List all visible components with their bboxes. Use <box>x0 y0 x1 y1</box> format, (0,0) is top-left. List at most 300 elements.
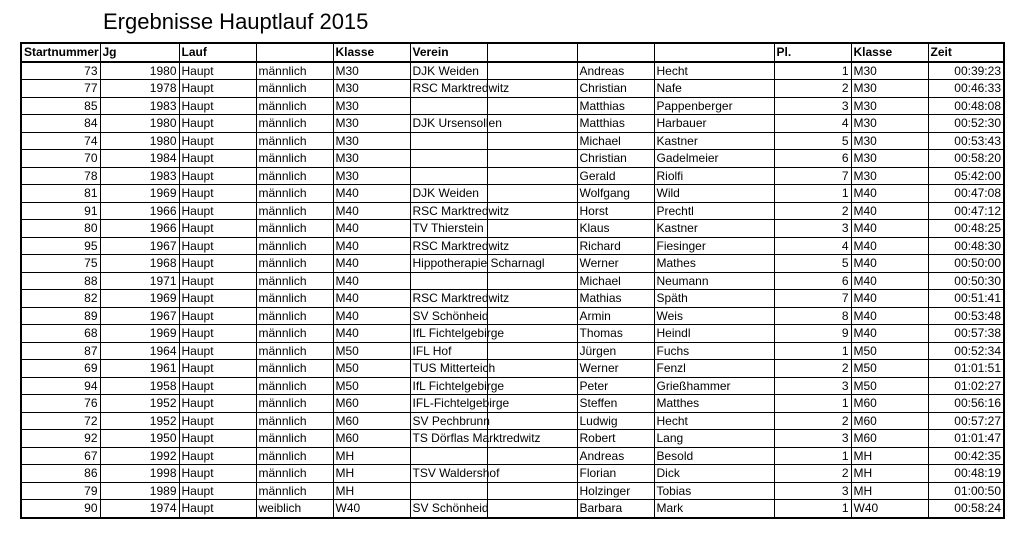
cell-col-lauf: Haupt <box>179 447 256 465</box>
cell-col-klasse: M40 <box>333 220 410 238</box>
cell-col-klasse: M60 <box>333 412 410 430</box>
column-header-col-klasse: Klasse <box>333 43 410 62</box>
cell-col-platz: 2 <box>774 80 851 98</box>
cell-col-nachname: Mathes <box>654 255 774 273</box>
cell-col-startnummer: 70 <box>21 150 100 168</box>
cell-col-lauf: Haupt <box>179 325 256 343</box>
cell-col-klasse-2: M60 <box>851 412 928 430</box>
cell-col-nachname: Dick <box>654 465 774 483</box>
cell-col-zeit: 00:52:34 <box>928 342 1004 360</box>
cell-col-klasse-2: MH <box>851 447 928 465</box>
cell-col-verein-ext <box>487 447 577 465</box>
cell-col-vorname: Barbara <box>577 500 654 518</box>
cell-col-jg: 1952 <box>100 412 179 430</box>
cell-col-zeit: 00:47:08 <box>928 185 1004 203</box>
cell-col-geschlecht: männlich <box>256 167 333 185</box>
cell-col-klasse-2: M30 <box>851 132 928 150</box>
cell-col-nachname: Riolfi <box>654 167 774 185</box>
cell-col-zeit: 01:01:47 <box>928 430 1004 448</box>
column-header-col-vorname <box>577 43 654 62</box>
cell-col-zeit: 00:48:19 <box>928 465 1004 483</box>
cell-col-startnummer: 77 <box>21 80 100 98</box>
cell-col-verein-ext <box>487 482 577 500</box>
cell-col-nachname: Grießhammer <box>654 377 774 395</box>
cell-col-vorname: Jürgen <box>577 342 654 360</box>
cell-col-nachname: Fiesinger <box>654 237 774 255</box>
table-row <box>21 237 1004 255</box>
cell-col-zeit: 01:01:51 <box>928 360 1004 378</box>
cell-col-klasse: M40 <box>333 272 410 290</box>
cell-col-zeit: 00:46:33 <box>928 80 1004 98</box>
cell-col-klasse: M40 <box>333 290 410 308</box>
cell-col-vorname: Ludwig <box>577 412 654 430</box>
cell-col-verein-ext <box>487 272 577 290</box>
cell-col-platz: 5 <box>774 132 851 150</box>
table-row <box>21 115 1004 133</box>
cell-col-platz: 1 <box>774 185 851 203</box>
table-row <box>21 97 1004 115</box>
cell-col-lauf: Haupt <box>179 465 256 483</box>
cell-col-klasse-2: MH <box>851 482 928 500</box>
table-row <box>21 290 1004 308</box>
cell-col-vorname: Armin <box>577 307 654 325</box>
cell-col-lauf: Haupt <box>179 150 256 168</box>
cell-col-jg: 1983 <box>100 97 179 115</box>
cell-col-nachname: Gadelmeier <box>654 150 774 168</box>
cell-col-nachname: Heindl <box>654 325 774 343</box>
table-row <box>21 255 1004 273</box>
cell-col-lauf: Haupt <box>179 202 256 220</box>
cell-col-klasse: M30 <box>333 97 410 115</box>
cell-col-geschlecht: männlich <box>256 272 333 290</box>
cell-col-jg: 1969 <box>100 185 179 203</box>
cell-col-verein-ext <box>487 185 577 203</box>
cell-col-klasse: M30 <box>333 132 410 150</box>
cell-col-nachname: Hecht <box>654 62 774 80</box>
cell-col-zeit: 01:00:50 <box>928 482 1004 500</box>
cell-col-verein: TUS Mitterteich <box>410 360 487 378</box>
table-row <box>21 342 1004 360</box>
table-row <box>21 307 1004 325</box>
cell-col-geschlecht: männlich <box>256 62 333 80</box>
cell-col-klasse-2: M50 <box>851 360 928 378</box>
cell-col-platz: 4 <box>774 115 851 133</box>
cell-col-startnummer: 92 <box>21 430 100 448</box>
cell-col-klasse: M30 <box>333 115 410 133</box>
cell-col-nachname: Pappenberger <box>654 97 774 115</box>
cell-col-zeit: 00:56:16 <box>928 395 1004 413</box>
cell-col-jg: 1998 <box>100 465 179 483</box>
cell-col-klasse: M40 <box>333 185 410 203</box>
cell-col-lauf: Haupt <box>179 290 256 308</box>
cell-col-lauf: Haupt <box>179 377 256 395</box>
cell-col-zeit: 00:52:30 <box>928 115 1004 133</box>
cell-col-platz: 1 <box>774 342 851 360</box>
cell-col-jg: 1969 <box>100 325 179 343</box>
cell-col-jg: 1980 <box>100 115 179 133</box>
cell-col-startnummer: 89 <box>21 307 100 325</box>
cell-col-vorname: Werner <box>577 360 654 378</box>
cell-col-zeit: 00:58:24 <box>928 500 1004 518</box>
cell-col-startnummer: 73 <box>21 62 100 80</box>
cell-col-vorname: Andreas <box>577 447 654 465</box>
cell-col-startnummer: 75 <box>21 255 100 273</box>
cell-col-nachname: Matthes <box>654 395 774 413</box>
page-title: Ergebnisse Hauptlauf 2015 <box>103 9 369 34</box>
cell-col-verein: RSC Marktredwitz <box>410 290 487 308</box>
cell-col-lauf: Haupt <box>179 97 256 115</box>
cell-col-zeit: 00:42:35 <box>928 447 1004 465</box>
table-row <box>21 62 1004 80</box>
cell-col-jg: 1952 <box>100 395 179 413</box>
cell-col-nachname: Kastner <box>654 220 774 238</box>
cell-col-jg: 1966 <box>100 220 179 238</box>
cell-col-platz: 6 <box>774 272 851 290</box>
table-row <box>21 150 1004 168</box>
cell-col-klasse-2: M40 <box>851 220 928 238</box>
cell-col-platz: 1 <box>774 62 851 80</box>
cell-col-verein: RSC Marktredwitz <box>410 237 487 255</box>
cell-col-jg: 1967 <box>100 307 179 325</box>
cell-col-verein-ext <box>487 342 577 360</box>
cell-col-klasse: M50 <box>333 342 410 360</box>
results-table <box>20 42 1005 519</box>
header-row <box>21 43 1004 62</box>
cell-col-zeit: 00:48:30 <box>928 237 1004 255</box>
cell-col-jg: 1980 <box>100 62 179 80</box>
column-header-col-klasse-2: Klasse <box>851 43 928 62</box>
table-row <box>21 360 1004 378</box>
cell-col-vorname: Richard <box>577 237 654 255</box>
cell-col-vorname: Matthias <box>577 97 654 115</box>
cell-col-verein <box>410 482 487 500</box>
cell-col-lauf: Haupt <box>179 80 256 98</box>
cell-col-verein: SV Pechbrunn <box>410 412 487 430</box>
cell-col-klasse-2: M40 <box>851 272 928 290</box>
cell-col-lauf: Haupt <box>179 220 256 238</box>
table-row <box>21 465 1004 483</box>
cell-col-geschlecht: männlich <box>256 465 333 483</box>
cell-col-verein <box>410 447 487 465</box>
cell-col-klasse-2: M50 <box>851 377 928 395</box>
cell-col-klasse: M30 <box>333 150 410 168</box>
cell-col-jg: 1974 <box>100 500 179 518</box>
cell-col-zeit: 05:42:00 <box>928 167 1004 185</box>
cell-col-zeit: 00:48:25 <box>928 220 1004 238</box>
cell-col-zeit: 00:53:43 <box>928 132 1004 150</box>
cell-col-lauf: Haupt <box>179 360 256 378</box>
cell-col-lauf: Haupt <box>179 237 256 255</box>
cell-col-klasse: M40 <box>333 237 410 255</box>
cell-col-jg: 1989 <box>100 482 179 500</box>
cell-col-geschlecht: weiblich <box>256 500 333 518</box>
cell-col-klasse-2: M60 <box>851 430 928 448</box>
cell-col-jg: 1950 <box>100 430 179 448</box>
cell-col-klasse-2: M40 <box>851 202 928 220</box>
cell-col-klasse: W40 <box>333 500 410 518</box>
cell-col-jg: 1967 <box>100 237 179 255</box>
cell-col-vorname: Florian <box>577 465 654 483</box>
table-row <box>21 167 1004 185</box>
cell-col-startnummer: 68 <box>21 325 100 343</box>
cell-col-klasse-2: M30 <box>851 62 928 80</box>
cell-col-klasse-2: M30 <box>851 80 928 98</box>
cell-col-startnummer: 81 <box>21 185 100 203</box>
cell-col-geschlecht: männlich <box>256 430 333 448</box>
cell-col-nachname: Hecht <box>654 412 774 430</box>
cell-col-klasse-2: M30 <box>851 115 928 133</box>
cell-col-lauf: Haupt <box>179 255 256 273</box>
cell-col-geschlecht: männlich <box>256 307 333 325</box>
column-header-col-geschlecht <box>256 43 333 62</box>
cell-col-platz: 3 <box>774 220 851 238</box>
cell-col-platz: 3 <box>774 377 851 395</box>
cell-col-verein-ext <box>487 465 577 483</box>
cell-col-geschlecht: männlich <box>256 185 333 203</box>
cell-col-nachname: Späth <box>654 290 774 308</box>
cell-col-zeit: 00:57:38 <box>928 325 1004 343</box>
cell-col-nachname: Nafe <box>654 80 774 98</box>
cell-col-verein-ext <box>487 150 577 168</box>
cell-col-verein-ext <box>487 307 577 325</box>
cell-col-klasse: M40 <box>333 307 410 325</box>
cell-col-lauf: Haupt <box>179 342 256 360</box>
cell-col-lauf: Haupt <box>179 62 256 80</box>
cell-col-verein: Hippotherapie Scharnagl <box>410 255 487 273</box>
cell-col-lauf: Haupt <box>179 185 256 203</box>
cell-col-klasse-2: M40 <box>851 325 928 343</box>
cell-col-lauf: Haupt <box>179 132 256 150</box>
cell-col-vorname: Gerald <box>577 167 654 185</box>
cell-col-vorname: Matthias <box>577 115 654 133</box>
cell-col-jg: 1964 <box>100 342 179 360</box>
cell-col-startnummer: 90 <box>21 500 100 518</box>
cell-col-verein-ext <box>487 412 577 430</box>
cell-col-vorname: Wolfgang <box>577 185 654 203</box>
cell-col-jg: 1968 <box>100 255 179 273</box>
column-header-col-verein: Verein <box>410 43 487 62</box>
cell-col-zeit: 00:39:23 <box>928 62 1004 80</box>
column-header-col-startnummer: Startnummer <box>21 43 100 62</box>
cell-col-klasse: M40 <box>333 255 410 273</box>
cell-col-klasse-2: M60 <box>851 395 928 413</box>
cell-col-nachname: Kastner <box>654 132 774 150</box>
cell-col-klasse: M30 <box>333 167 410 185</box>
cell-col-jg: 1984 <box>100 150 179 168</box>
cell-col-zeit: 00:53:48 <box>928 307 1004 325</box>
cell-col-klasse-2: M30 <box>851 97 928 115</box>
cell-col-klasse-2: M40 <box>851 290 928 308</box>
cell-col-klasse: M30 <box>333 80 410 98</box>
cell-col-startnummer: 67 <box>21 447 100 465</box>
cell-col-vorname: Christian <box>577 80 654 98</box>
cell-col-vorname: Horst <box>577 202 654 220</box>
table-row <box>21 395 1004 413</box>
cell-col-nachname: Mark <box>654 500 774 518</box>
cell-col-klasse-2: M40 <box>851 255 928 273</box>
cell-col-vorname: Christian <box>577 150 654 168</box>
cell-col-verein: TV Thierstein <box>410 220 487 238</box>
cell-col-klasse: M40 <box>333 325 410 343</box>
cell-col-lauf: Haupt <box>179 167 256 185</box>
cell-col-lauf: Haupt <box>179 115 256 133</box>
table-row <box>21 185 1004 203</box>
cell-col-platz: 6 <box>774 150 851 168</box>
cell-col-klasse-2: M30 <box>851 167 928 185</box>
cell-col-jg: 1969 <box>100 290 179 308</box>
cell-col-verein: IFL Hof <box>410 342 487 360</box>
cell-col-startnummer: 74 <box>21 132 100 150</box>
cell-col-vorname: Werner <box>577 255 654 273</box>
cell-col-verein: IfL Fichtelgebirge <box>410 325 487 343</box>
cell-col-jg: 1983 <box>100 167 179 185</box>
cell-col-verein: SV Schönheid <box>410 307 487 325</box>
cell-col-geschlecht: männlich <box>256 255 333 273</box>
cell-col-lauf: Haupt <box>179 412 256 430</box>
cell-col-startnummer: 82 <box>21 290 100 308</box>
cell-col-platz: 4 <box>774 237 851 255</box>
cell-col-zeit: 00:50:00 <box>928 255 1004 273</box>
cell-col-klasse-2: MH <box>851 465 928 483</box>
cell-col-klasse: M40 <box>333 202 410 220</box>
cell-col-klasse-2: M50 <box>851 342 928 360</box>
cell-col-geschlecht: männlich <box>256 220 333 238</box>
table-row <box>21 500 1004 518</box>
cell-col-klasse-2: M40 <box>851 185 928 203</box>
cell-col-vorname: Robert <box>577 430 654 448</box>
cell-col-zeit: 00:47:12 <box>928 202 1004 220</box>
cell-col-lauf: Haupt <box>179 307 256 325</box>
cell-col-verein-ext <box>487 220 577 238</box>
cell-col-nachname: Fuchs <box>654 342 774 360</box>
cell-col-nachname: Fenzl <box>654 360 774 378</box>
cell-col-platz: 5 <box>774 255 851 273</box>
cell-col-verein <box>410 150 487 168</box>
table-row <box>21 412 1004 430</box>
cell-col-verein: IFL-Fichtelgebirge <box>410 395 487 413</box>
cell-col-platz: 3 <box>774 430 851 448</box>
cell-col-startnummer: 85 <box>21 97 100 115</box>
cell-col-lauf: Haupt <box>179 430 256 448</box>
cell-col-verein: DJK Weiden <box>410 185 487 203</box>
cell-col-geschlecht: männlich <box>256 395 333 413</box>
cell-col-startnummer: 94 <box>21 377 100 395</box>
cell-col-platz: 7 <box>774 290 851 308</box>
cell-col-verein <box>410 132 487 150</box>
cell-col-verein: RSC Marktredwitz <box>410 80 487 98</box>
column-header-col-nachname <box>654 43 774 62</box>
cell-col-platz: 3 <box>774 97 851 115</box>
cell-col-verein-ext <box>487 132 577 150</box>
table-row <box>21 272 1004 290</box>
cell-col-vorname: Steffen <box>577 395 654 413</box>
cell-col-zeit: 00:48:08 <box>928 97 1004 115</box>
cell-col-verein <box>410 167 487 185</box>
cell-col-platz: 7 <box>774 167 851 185</box>
cell-col-verein-ext <box>487 360 577 378</box>
cell-col-klasse: MH <box>333 465 410 483</box>
table-row <box>21 220 1004 238</box>
cell-col-klasse-2: M40 <box>851 237 928 255</box>
table-row <box>21 377 1004 395</box>
cell-col-klasse: M50 <box>333 377 410 395</box>
table-row <box>21 80 1004 98</box>
cell-col-jg: 1971 <box>100 272 179 290</box>
cell-col-lauf: Haupt <box>179 500 256 518</box>
cell-col-nachname: Prechtl <box>654 202 774 220</box>
cell-col-verein: RSC Marktredwitz <box>410 202 487 220</box>
cell-col-platz: 3 <box>774 482 851 500</box>
cell-col-jg: 1980 <box>100 132 179 150</box>
cell-col-verein <box>410 272 487 290</box>
cell-col-zeit: 01:02:27 <box>928 377 1004 395</box>
cell-col-geschlecht: männlich <box>256 342 333 360</box>
cell-col-geschlecht: männlich <box>256 377 333 395</box>
cell-col-startnummer: 72 <box>21 412 100 430</box>
cell-col-klasse: M50 <box>333 360 410 378</box>
cell-col-klasse-2: M40 <box>851 307 928 325</box>
cell-col-verein: TS Dörflas Marktredwitz <box>410 430 487 448</box>
cell-col-geschlecht: männlich <box>256 237 333 255</box>
cell-col-nachname: Lang <box>654 430 774 448</box>
column-header-col-platz: Pl. <box>774 43 851 62</box>
cell-col-jg: 1961 <box>100 360 179 378</box>
cell-col-verein: DJK Weiden <box>410 62 487 80</box>
cell-col-platz: 2 <box>774 412 851 430</box>
cell-col-geschlecht: männlich <box>256 325 333 343</box>
cell-col-klasse: M30 <box>333 62 410 80</box>
cell-col-nachname: Harbauer <box>654 115 774 133</box>
cell-col-lauf: Haupt <box>179 482 256 500</box>
cell-col-klasse-2: W40 <box>851 500 928 518</box>
cell-col-jg: 1978 <box>100 80 179 98</box>
cell-col-jg: 1966 <box>100 202 179 220</box>
cell-col-vorname: Holzinger <box>577 482 654 500</box>
cell-col-verein: TSV Waldershof <box>410 465 487 483</box>
table-row <box>21 430 1004 448</box>
cell-col-zeit: 00:58:20 <box>928 150 1004 168</box>
cell-col-startnummer: 78 <box>21 167 100 185</box>
cell-col-lauf: Haupt <box>179 395 256 413</box>
cell-col-platz: 2 <box>774 202 851 220</box>
cell-col-jg: 1958 <box>100 377 179 395</box>
cell-col-geschlecht: männlich <box>256 150 333 168</box>
cell-col-platz: 2 <box>774 360 851 378</box>
cell-col-vorname: Mathias <box>577 290 654 308</box>
cell-col-vorname: Klaus <box>577 220 654 238</box>
cell-col-geschlecht: männlich <box>256 412 333 430</box>
cell-col-nachname: Tobias <box>654 482 774 500</box>
cell-col-vorname: Michael <box>577 132 654 150</box>
cell-col-nachname: Neumann <box>654 272 774 290</box>
cell-col-verein: SV Schönheid <box>410 500 487 518</box>
cell-col-lauf: Haupt <box>179 272 256 290</box>
cell-col-nachname: Besold <box>654 447 774 465</box>
cell-col-platz: 9 <box>774 325 851 343</box>
cell-col-vorname: Peter <box>577 377 654 395</box>
cell-col-klasse-2: M30 <box>851 150 928 168</box>
cell-col-startnummer: 95 <box>21 237 100 255</box>
cell-col-startnummer: 69 <box>21 360 100 378</box>
cell-col-zeit: 00:51:41 <box>928 290 1004 308</box>
cell-col-verein-ext <box>487 500 577 518</box>
cell-col-startnummer: 86 <box>21 465 100 483</box>
cell-col-verein: IfL Fichtelgebirge <box>410 377 487 395</box>
column-header-col-jg: Jg <box>100 43 179 62</box>
cell-col-startnummer: 84 <box>21 115 100 133</box>
cell-col-geschlecht: männlich <box>256 132 333 150</box>
cell-col-klasse: MH <box>333 482 410 500</box>
